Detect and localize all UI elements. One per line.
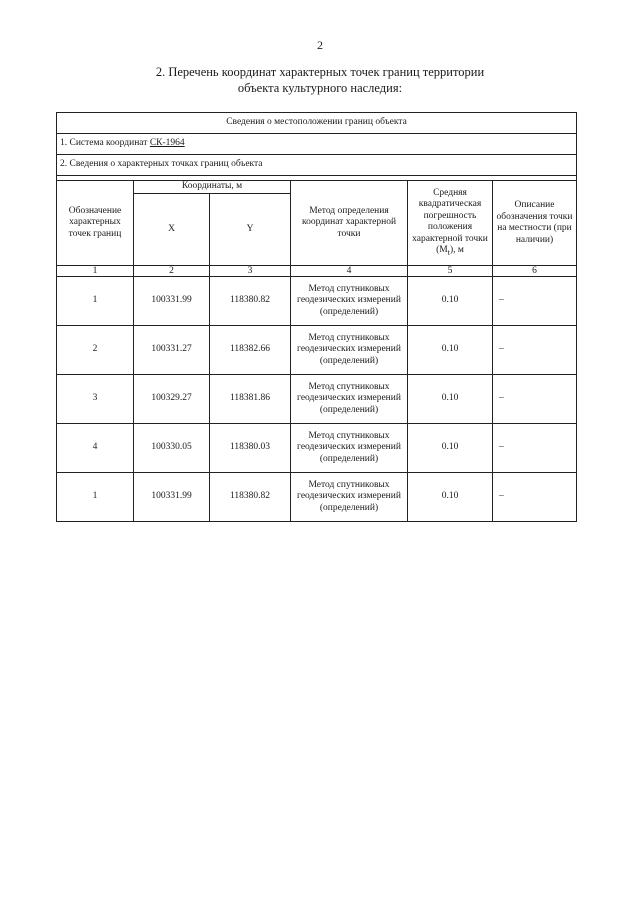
table-row xyxy=(57,277,577,326)
header-method: Метод определения координат характерной точки xyxy=(291,181,408,266)
banner-row xyxy=(57,113,577,134)
x-cell: 100331.99 xyxy=(134,277,210,326)
table-row xyxy=(57,424,577,473)
method-cell: Метод спутниковых геодезических измерений (определений) xyxy=(291,277,408,326)
coordinate-system-row xyxy=(57,134,577,155)
header-error-sub: t xyxy=(447,247,450,257)
document-heading xyxy=(0,64,640,96)
x-cell: 100331.27 xyxy=(134,326,210,375)
heading-line-2: объекта культурного наследия: xyxy=(237,81,403,95)
header-coordinates: Координаты, м xyxy=(134,181,291,194)
coordinate-system-label: 1. Система координат xyxy=(60,138,148,149)
description-cell: – xyxy=(493,375,577,424)
table-row xyxy=(57,375,577,424)
method-cell: Метод спутниковых геодезических измерений (определений) xyxy=(291,473,408,522)
column-number: 1 xyxy=(57,266,134,277)
y-cell: 118382.66 xyxy=(210,326,291,375)
heading-line-1: 2. Перечень координат характерных точек границ территории xyxy=(155,65,485,79)
header-designation: Обозначение характерных точек границ xyxy=(57,181,134,266)
page-number: 2 xyxy=(317,38,323,52)
x-cell: 100331.99 xyxy=(134,473,210,522)
description-cell: – xyxy=(493,277,577,326)
description-cell: – xyxy=(493,424,577,473)
point-cell: 2 xyxy=(57,326,134,375)
description-cell: – xyxy=(493,473,577,522)
method-cell: Метод спутниковых геодезических измерений (определений) xyxy=(291,424,408,473)
column-number: 3 xyxy=(210,266,291,277)
method-cell: Метод спутниковых геодезических измерений (определений) xyxy=(291,326,408,375)
method-cell: Метод спутниковых геодезических измерений (определений) xyxy=(291,375,408,424)
banner-cell: Сведения о местоположении границ объекта xyxy=(57,113,577,134)
y-cell: 118380.82 xyxy=(210,473,291,522)
coordinate-system-value: СК-1964 xyxy=(149,138,185,149)
x-cell: 100330.05 xyxy=(134,424,210,473)
column-number: 5 xyxy=(408,266,493,277)
coordinate-system-cell xyxy=(57,134,577,155)
header-error xyxy=(408,181,493,266)
coordinates-table xyxy=(56,112,577,522)
header-x: X xyxy=(134,194,210,266)
header-error-text: Средняя квадратическая погрешность положения характерной точки (M xyxy=(412,187,488,256)
y-cell: 118381.86 xyxy=(210,375,291,424)
y-cell: 118380.03 xyxy=(210,424,291,473)
y-cell: 118380.82 xyxy=(210,277,291,326)
column-number: 6 xyxy=(493,266,577,277)
error-cell: 0.10 xyxy=(408,326,493,375)
table-row xyxy=(57,326,577,375)
error-cell: 0.10 xyxy=(408,375,493,424)
point-cell: 1 xyxy=(57,473,134,522)
error-cell: 0.10 xyxy=(408,277,493,326)
header-error-unit: ), м xyxy=(449,245,464,256)
header-y: Y xyxy=(210,194,291,266)
column-number-row xyxy=(57,266,577,277)
error-cell: 0.10 xyxy=(408,473,493,522)
error-cell: 0.10 xyxy=(408,424,493,473)
point-cell: 4 xyxy=(57,424,134,473)
column-number: 2 xyxy=(134,266,210,277)
point-cell: 1 xyxy=(57,277,134,326)
table-row xyxy=(57,473,577,522)
points-info-row xyxy=(57,155,577,176)
point-cell: 3 xyxy=(57,375,134,424)
points-info-cell: 2. Сведения о характерных точках границ объекта xyxy=(57,155,577,176)
x-cell: 100329.27 xyxy=(134,375,210,424)
column-number: 4 xyxy=(291,266,408,277)
description-cell: – xyxy=(493,326,577,375)
header-row-1 xyxy=(57,181,577,194)
header-description: Описание обозначения точки на местности (при наличии) xyxy=(493,181,577,266)
